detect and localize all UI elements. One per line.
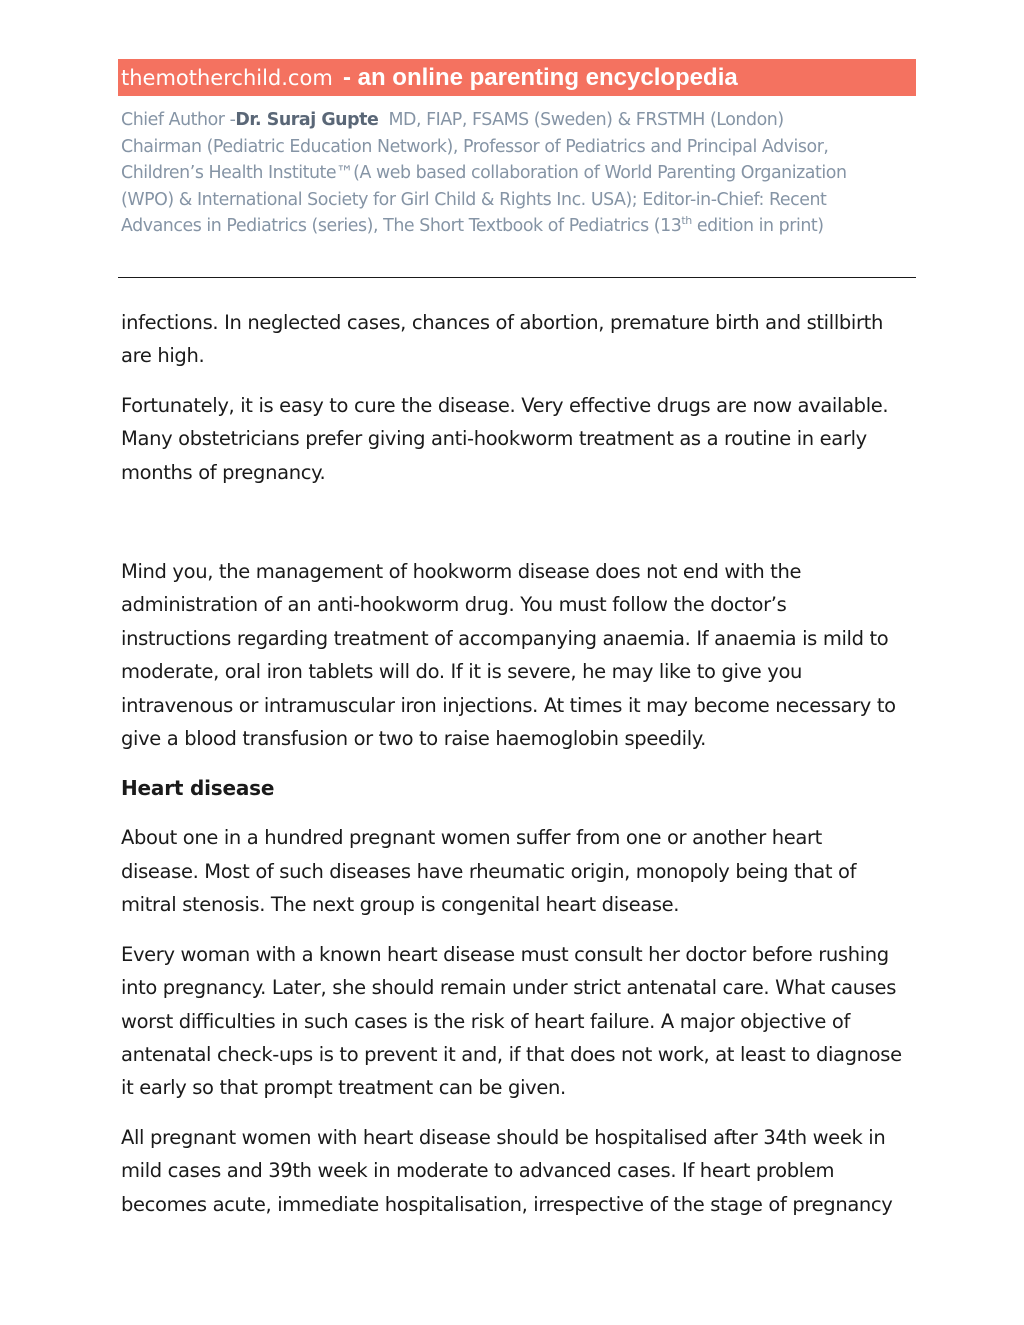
paragraph: Fortunately, it is easy to cure the disease. Very effective drugs are now available. Many obstetricians prefer giving anti-hookworm treatment as a routine in early months of pregnancy.	[121, 393, 889, 484]
header-divider	[118, 277, 916, 278]
article-body	[121, 306, 916, 1237]
author-line: Chief Author -Dr. Suraj Gupte MD, FIAP, FSAMS (Sweden) & FRSTMH (London)	[121, 110, 784, 130]
author-line: Advances in Pediatrics (series), The Short Textbook of Pediatrics (13th edition in print)	[121, 214, 824, 237]
author-line: Chairman (Pediatric Education Network), Professor of Pediatrics and Principal Advisor,	[121, 136, 829, 157]
paragraph: About one in a hundred pregnant women suffer from one or another heart disease. Most of such diseases have rheumatic origin, monopoly being that of mitral stenosis. The next group is congenital heart disease.	[121, 826, 857, 917]
author-name: Dr. Suraj Gupte	[235, 110, 379, 130]
author-info	[121, 107, 916, 240]
author-line: (WPO) & International Society for Girl Child & Rights Inc. USA); Editor-in-Chief: Recent	[121, 189, 827, 210]
site-banner	[118, 59, 916, 96]
site-name[interactable]: themotherchild.com	[121, 66, 333, 90]
paragraph: All pregnant women with heart disease should be hospitalised after 34th week in mild cases and 39th week in moderate to advanced cases. If heart problem becomes acute, immediate hospitalisation, irrespective of the stage of pregnancy	[121, 1125, 893, 1216]
author-line: Children’s Health Institute™(A web based collaboration of World Parenting Organization	[121, 163, 847, 184]
paragraph: Every woman with a known heart disease must consult her doctor before rushing into pregnancy. Later, she should remain under strict antenatal care. What causes worst difficulties in such cases is the risk of heart failure. A major objective of antenatal check-ups is to prevent it and, if that does not work, at least to diagnose it early so that prompt treatment can be given.	[121, 942, 902, 1100]
paragraph: infections. In neglected cases, chances of abortion, premature birth and stillbirth are high.	[121, 311, 883, 368]
site-tagline: - an online parenting encyclopedia	[342, 64, 738, 91]
paragraph: Mind you, the management of hookworm disease does not end with the administration of an anti-hookworm drug. You must follow the doctor’s instructions regarding treatment of accompanying anaemia. If anaemia is mild to moderate, oral iron tablets will do. If it is severe, he may like to give you intravenous or intramuscular iron injections. At times it may become necessary to give a blood transfusion or two to raise haemoglobin speedily.	[121, 560, 896, 751]
section-heading: Heart disease	[121, 776, 275, 801]
